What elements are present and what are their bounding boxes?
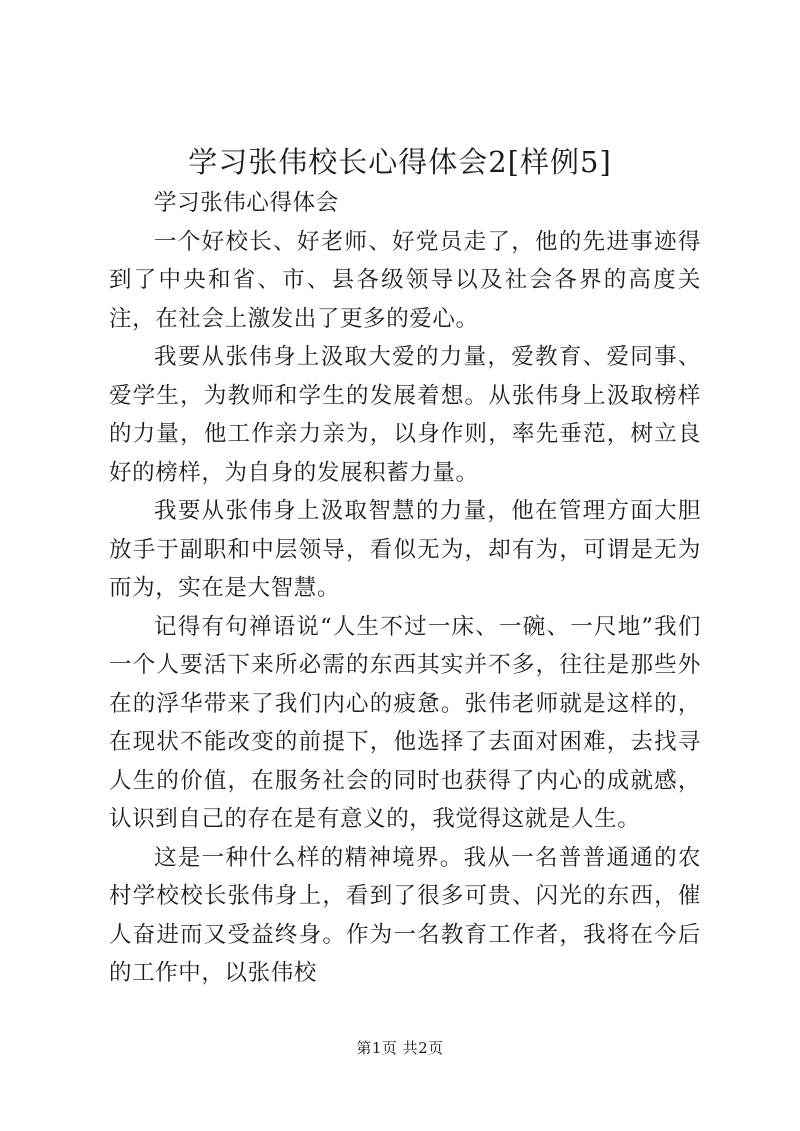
paragraph-5: 这是一种什么样的精神境界。我从一名普普通通的农村学校校长张伟身上，看到了很多可贵、闪光的东西，催人奋进而又受益终身。作为一名教育工作者，我将在今后的工作中，以张伟校 <box>109 844 701 986</box>
paragraph-2: 我要从张伟身上汲取大爱的力量，爱教育、爱同事、爱学生，为教师和学生的发展着想。从张伟身上汲取榜样的力量，他工作亲力亲为，以身作则，率先垂范，树立良好的榜样，为自身的发展积蓄力量。 <box>109 344 701 486</box>
page-number-footer: 第1页 共2页 <box>356 1039 444 1057</box>
document-body <box>109 184 701 993</box>
document-title: 学习张伟校长心得体会2[样例5] <box>188 145 612 179</box>
document-subtitle: 学习张伟心得体会 <box>154 190 339 216</box>
paragraph-4: 记得有句禅语说“人生不过一床、一碗、一尺地”我们一个人要活下来所必需的东西其实并不多，往往是那些外在的浮华带来了我们内心的疲惫。张伟老师就是这样的，在现状不能改变的前提下，他选择了去面对困难，去找寻人生的价值，在服务社会的同时也获得了内心的成就感，认识到自己的存在是有意义的，我觉得这就是人生。 <box>109 613 701 832</box>
paragraph-3: 我要从张伟身上汲取智慧的力量，他在管理方面大胆放手于副职和中层领导，看似无为，却有为，可谓是无为而为，实在是大智慧。 <box>109 498 701 601</box>
paragraph-1: 一个好校长、好老师、好党员走了，他的先进事迹得到了中央和省、市、县各级领导以及社会各界的高度关注，在社会上激发出了更多的爱心。 <box>109 228 701 332</box>
